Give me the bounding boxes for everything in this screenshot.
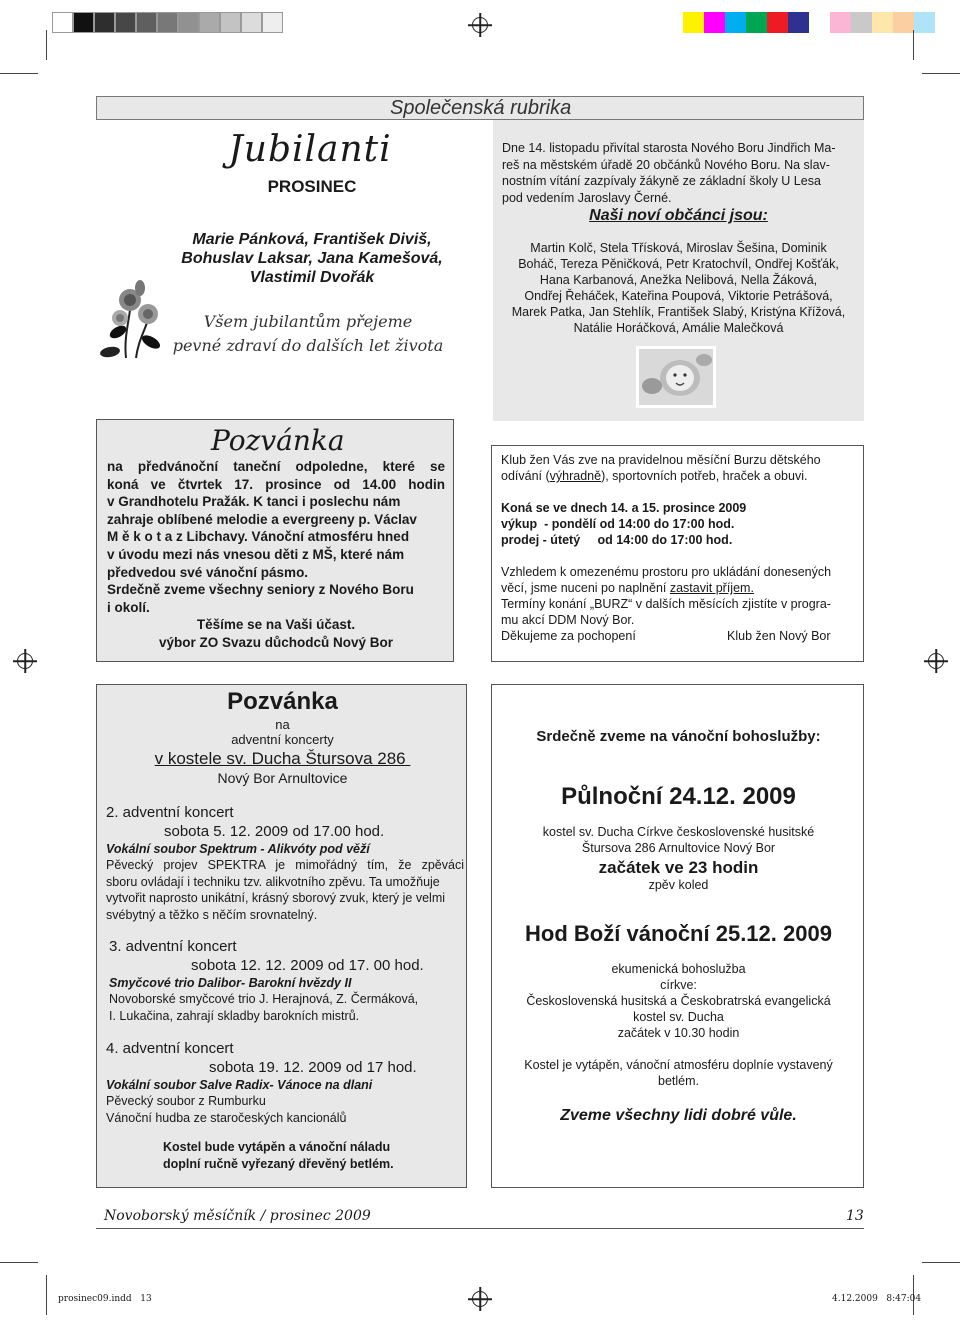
- section-header: [96, 96, 864, 120]
- grey-swatch: [157, 12, 178, 33]
- concert-date: sobota 19. 12. 2009 od 17 hod.: [209, 1059, 417, 1076]
- pulnocni-title: Půlnoční 24.12. 2009: [561, 783, 796, 810]
- vitani-intro: [502, 140, 862, 206]
- note-line: mu akcí DDM Nový Bor.: [501, 613, 635, 627]
- jubilant-line: Marie Pánková, František Diviš,: [192, 231, 432, 248]
- text-line: v Grandhotelu Pražák. K tanci i poslechu nám: [107, 494, 401, 510]
- concert-4: [106, 1039, 464, 1126]
- footer-line: doplní ručně vyřezaný dřevěný betlém.: [163, 1156, 394, 1171]
- concert-desc: [106, 857, 464, 923]
- crop-mark: [913, 30, 914, 60]
- bohosluzby-box: [491, 684, 864, 1188]
- detail-line: ekumenická bohoslužba: [611, 962, 746, 976]
- vitani-box: [493, 120, 864, 421]
- text-line: M ě k o t a z Libchavy. Vánoční atmosféru hned: [107, 529, 410, 545]
- note-underlined: zastavit příjem.: [669, 581, 754, 595]
- footer-rule: [96, 1228, 864, 1229]
- color-swatch: [725, 12, 746, 33]
- roses-image: [96, 270, 168, 362]
- name-line: Marek Patka, Jan Stehlík, František Slabý, Kristýna Křížová,: [511, 305, 846, 319]
- text-line: Srdečně zveme všechny seniory z Nového Boru: [107, 582, 414, 598]
- registration-mark-icon: [472, 17, 488, 33]
- desc-line: Vánoční hudba ze staročeských kancionálů: [106, 1110, 347, 1125]
- note-line: Termíny konání „BURZ“ v dalších měsících zjistíte v progra-: [501, 597, 831, 611]
- grey-swatch: [199, 12, 220, 33]
- concert-title: 2. adventní koncert: [106, 804, 234, 821]
- koncerty-sub2: adventní koncerty: [231, 732, 334, 747]
- vitani-names: [493, 240, 864, 336]
- desc-line: vytvořit naprosto unikátní, krásný sborový zvuk, který je velmi: [106, 891, 446, 905]
- registration-mark-icon: [472, 1291, 488, 1307]
- invite-line: Zveme všechny lidi dobré vůle.: [560, 1107, 797, 1124]
- desc-line: sboru ovládají i techniku tzv. alikvotního zpěvu. Ta umožňuje: [106, 874, 440, 889]
- page-number: 13: [846, 1208, 864, 1224]
- burza-thanks: Děkujeme za pochopení: [501, 629, 636, 643]
- color-swatch: [914, 12, 935, 33]
- note-line: věcí, jsme nuceni po naplnění: [501, 581, 670, 595]
- concert-date: sobota 5. 12. 2009 od 17.00 hod.: [164, 823, 385, 840]
- grey-swatch: [115, 12, 136, 33]
- crop-mark: [0, 73, 38, 74]
- koncerty-box: [96, 684, 467, 1188]
- grey-calibration-bar: [52, 12, 283, 33]
- note-line: Vzhledem k omezenému prostoru pro ukládání donesených: [501, 565, 832, 579]
- concert-desc: [106, 1093, 464, 1126]
- koncerty-place2: Nový Bor Arnultovice: [217, 770, 348, 786]
- pozvanka-ples-title: Pozvánka: [211, 424, 345, 457]
- section-title: Společenská rubrika: [390, 97, 572, 119]
- publication-name: Novoborský měsíčník / prosinec 2009: [104, 1208, 371, 1224]
- grey-swatch: [52, 12, 73, 33]
- color-swatch: [872, 12, 893, 33]
- grey-swatch: [262, 12, 283, 33]
- text-line: i okolí.: [107, 599, 150, 615]
- desc-line: Novoborské smyčcové trio J. Herajnová, Z. Čermáková,: [109, 992, 419, 1006]
- color-calibration-bar: [683, 12, 935, 33]
- detail-line: kostel sv. Ducha: [633, 1010, 724, 1024]
- grey-swatch: [94, 12, 115, 33]
- jubilanti-month: PROSINEC: [267, 177, 357, 196]
- name-line: Boháč, Tereza Pěničková, Petr Kratochvíl, Ondřej Košťák,: [518, 257, 839, 271]
- crop-mark: [922, 1262, 960, 1263]
- grey-swatch: [73, 12, 94, 33]
- text-line: koná ve čtvrtek 17. prosince od 14.00 hodin: [107, 476, 445, 492]
- intro-line: pod vedením Jaroslavy Černé.: [502, 190, 672, 205]
- crop-mark: [922, 73, 960, 74]
- color-swatch: [788, 12, 809, 33]
- concert-date: sobota 12. 12. 2009 od 17. 00 hod.: [191, 957, 424, 974]
- concert-2: [106, 803, 464, 923]
- name-line: Martin Kolč, Stela Třísková, Miroslav Šešina, Dominik: [530, 241, 827, 255]
- desc-line: I. Lukačina, zahrají skladby barokních mistrů.: [109, 1008, 360, 1023]
- intro-underlined: výhradně: [549, 469, 602, 483]
- hod-bozi-title: Hod Boží vánoční 25.12. 2009: [525, 921, 832, 946]
- prodej-line: prodej - útetý od 14:00 do 17:00 hod.: [501, 533, 733, 547]
- concert-3: [109, 937, 464, 1024]
- baby-photo: [636, 346, 716, 408]
- color-swatch: [767, 12, 788, 33]
- burza-dates: [501, 500, 861, 548]
- file-info: prosinec09.indd 13: [58, 1294, 152, 1304]
- concert-desc: [109, 991, 464, 1024]
- koncerty-footer: [163, 1139, 463, 1172]
- intro-text: ), sportovních potřeb, hraček a obuvi.: [601, 469, 808, 483]
- desc-line: Pěvecký projev SPEKTRA je mimořádný tím, že zpěváci: [106, 858, 464, 872]
- name-line: Hana Karbanová, Anežka Nelibová, Nella Žáková,: [539, 273, 818, 287]
- pozvanka-ples-signature: výbor ZO Svazu důchodců Nový Bor: [158, 635, 394, 650]
- jubilanti-wish: [170, 310, 446, 358]
- color-swatch: [830, 12, 851, 33]
- jubilanti-title: Jubilanti: [228, 129, 392, 170]
- intro-line: reš na městském úřadě 20 občánků Nového Boru. Na slav-: [502, 157, 830, 172]
- dates-title: Koná se ve dnech 14. a 15. prosince 2009: [501, 501, 747, 515]
- color-swatch: [746, 12, 767, 33]
- bohosluzby-heading: Srdečně zveme na vánoční bohoslužby:: [536, 728, 821, 745]
- burza-note: [501, 564, 863, 644]
- pozvanka-ples-box: [96, 419, 454, 662]
- wish-line: pevné zdraví do dalších let života: [172, 336, 444, 355]
- detail-line: začátek v 10.30 hodin: [617, 1026, 740, 1040]
- pozvanka-ples-text: [107, 458, 445, 616]
- grey-swatch: [241, 12, 262, 33]
- concert-title: 4. adventní koncert: [106, 1040, 234, 1057]
- burza-signature: Klub žen Nový Bor: [727, 629, 831, 643]
- vykup-line: výkup - pondělí od 14:00 do 17:00 hod.: [501, 517, 735, 531]
- color-swatch: [893, 12, 914, 33]
- koncerty-place: v kostele sv. Ducha Štursova 286: [154, 749, 411, 768]
- burza-box: [491, 445, 864, 662]
- concert-performer: Vokální soubor Spektrum - Alikvóty pod věží: [106, 842, 370, 856]
- heated-note: [492, 1057, 865, 1089]
- intro-text: odívání (: [501, 469, 550, 483]
- grey-swatch: [220, 12, 241, 33]
- intro-line: nostním vítání zazpívaly žákyně ze základní školy U Lesa: [502, 174, 821, 188]
- heated-line: betlém.: [658, 1074, 699, 1088]
- burza-intro: [501, 452, 861, 484]
- pulnocni-church: [492, 824, 865, 856]
- desc-line: svébytný a těžko s něčím srovnatelný.: [106, 907, 318, 922]
- pulnocni-koledy: zpěv koled: [648, 878, 709, 892]
- text-line: předvedou své vánoční pásmo.: [107, 564, 309, 580]
- koncerty-title: Pozvánka: [227, 688, 338, 715]
- concert-performer: Smyčcové trio Dalibor- Barokní hvězdy II: [109, 976, 352, 990]
- jubilanti-names: [176, 230, 448, 287]
- text-line: zahraje oblíbené melodie a evergreeny p. Václav: [107, 511, 417, 527]
- color-swatch: [851, 12, 872, 33]
- pulnocni-start: začátek ve 23 hodin: [598, 858, 759, 877]
- crop-mark: [46, 1275, 47, 1315]
- text-line: na předvánoční taneční odpoledne, které se: [107, 459, 445, 474]
- name-line: Natálie Horáčková, Amálie Malečková: [573, 321, 784, 335]
- concert-performer: Vokální soubor Salve Radix- Vánoce na dlani: [106, 1078, 373, 1092]
- grey-swatch: [136, 12, 157, 33]
- intro-text: Klub žen Vás zve na pravidelnou měsíční Burzu dětského: [501, 453, 821, 467]
- concert-title: 3. adventní koncert: [109, 938, 237, 955]
- footer-line: Kostel bude vytápěn a vánoční náladu: [163, 1140, 391, 1154]
- crop-mark: [0, 1262, 38, 1263]
- jubilant-line: Bohuslav Laksar, Jana Kamešová,: [181, 250, 443, 267]
- intro-line: Dne 14. listopadu přivítal starosta Nového Boru Jindřich Ma-: [502, 141, 836, 155]
- koncerty-sub1: na: [275, 717, 290, 732]
- crop-mark: [46, 30, 47, 60]
- jubilant-line: Vlastimil Dvořák: [249, 269, 375, 286]
- desc-line: Pěvecký soubor z Rumburku: [106, 1094, 266, 1108]
- pozvanka-ples-closing: Těšíme se na Vaši účast.: [196, 617, 356, 632]
- church-line: Štursova 286 Arnultovice Nový Bor: [581, 841, 776, 855]
- registration-mark-icon: [17, 653, 33, 669]
- hod-bozi-details: [492, 961, 865, 1041]
- church-line: kostel sv. Ducha Církve československé husitské: [542, 825, 815, 839]
- wish-line: Všem jubilantům přejeme: [203, 312, 413, 331]
- print-date: 4.12.2009 8:47:04: [832, 1294, 922, 1304]
- heated-line: Kostel je vytápěn, vánoční atmosféru doplníe vystavený: [524, 1058, 833, 1072]
- registration-mark-icon: [928, 653, 944, 669]
- color-swatch: [704, 12, 725, 33]
- detail-line: Československá husitská a Českobratrská evangelická: [526, 994, 831, 1008]
- text-line: v úvodu mezi nás vnesou děti z MŠ, které nám: [107, 546, 405, 562]
- color-swatch: [683, 12, 704, 33]
- vitani-heading: Naši noví občánci jsou:: [589, 207, 768, 224]
- name-line: Ondřej Řeháček, Kateřina Poupová, Viktorie Petrášová,: [524, 289, 833, 303]
- color-swatch: [809, 12, 830, 33]
- detail-line: církve:: [660, 978, 697, 992]
- grey-swatch: [178, 12, 199, 33]
